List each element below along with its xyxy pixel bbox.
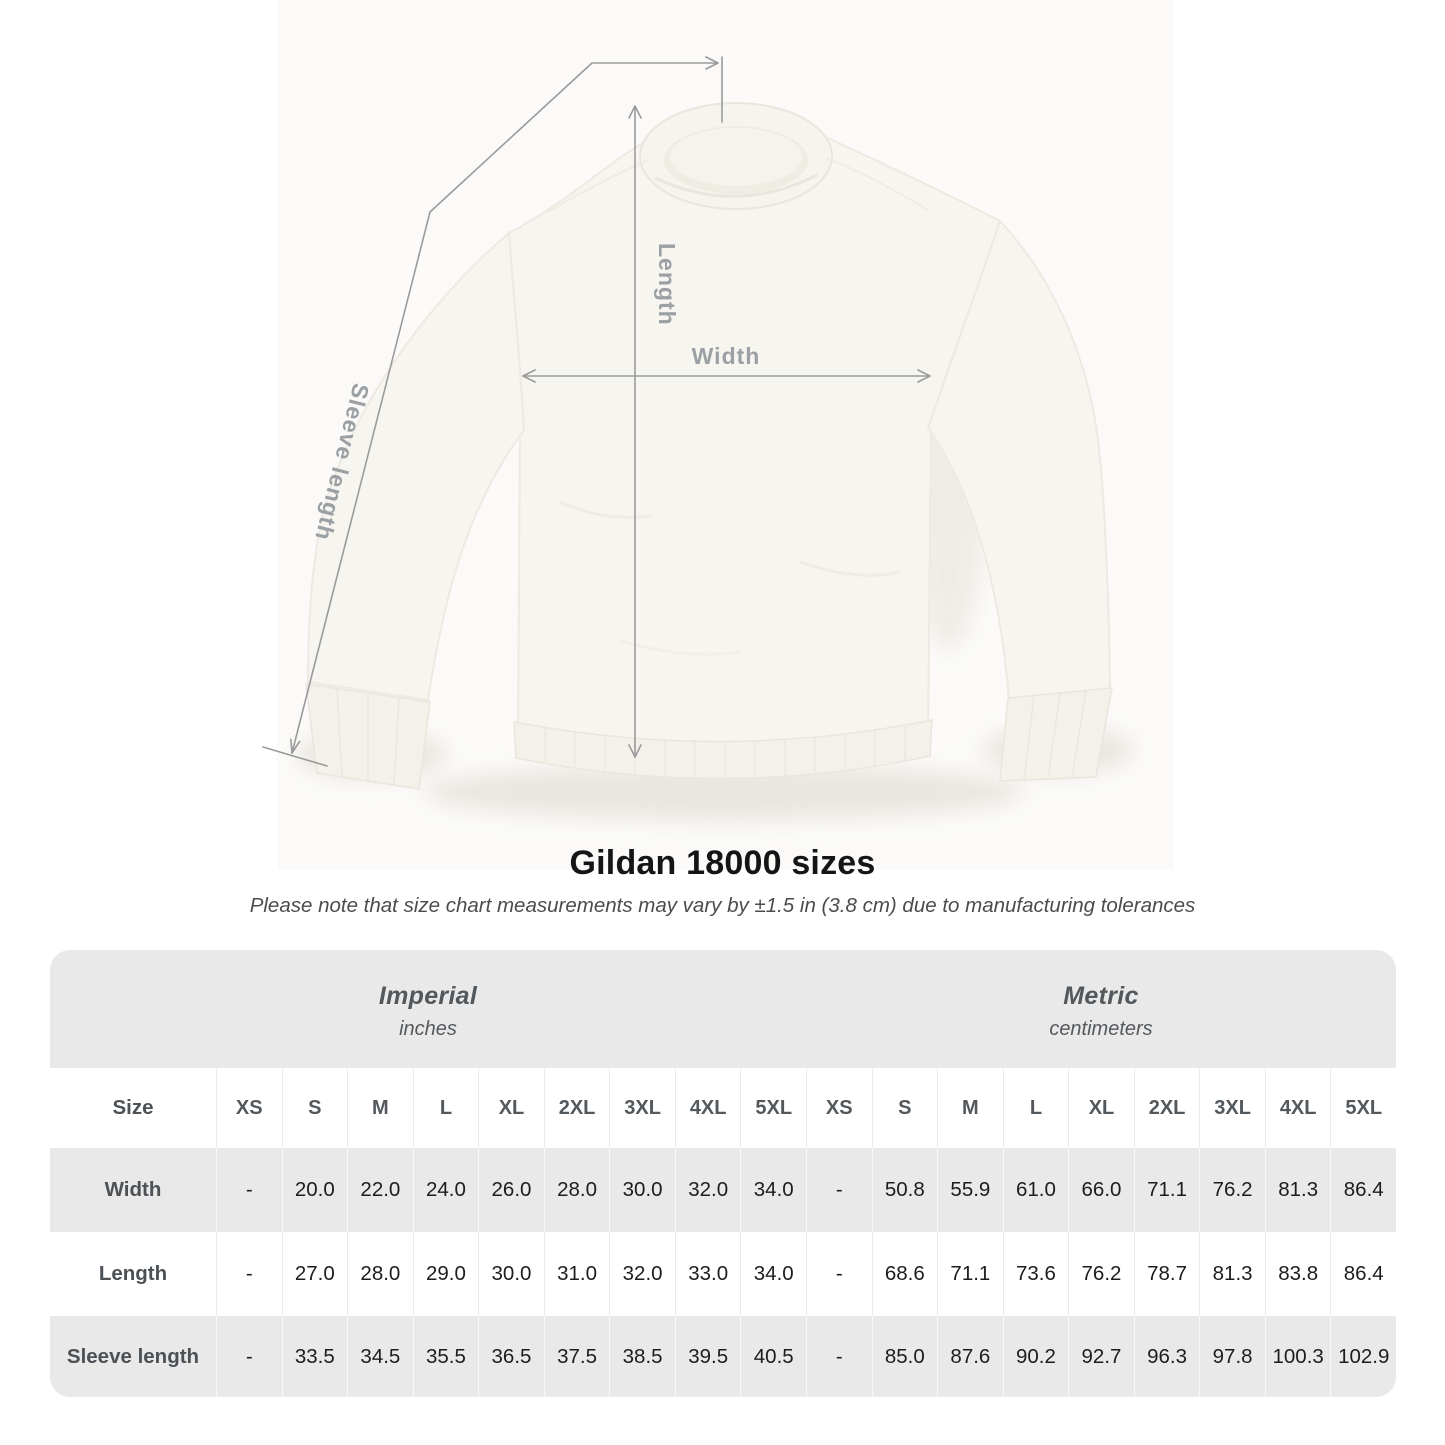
- table-cell: 39.5: [675, 1316, 741, 1397]
- size-header-row: [50, 1068, 1396, 1148]
- size-header-cell: 3XL: [1199, 1068, 1265, 1148]
- collar: [640, 103, 832, 209]
- row-label-length: Length: [98, 1262, 168, 1285]
- table-cell: 81.3: [1265, 1148, 1331, 1232]
- table-cell: 55.9: [937, 1148, 1003, 1232]
- table-cell: 87.6: [937, 1316, 1003, 1397]
- table-cell: 33.5: [282, 1316, 348, 1397]
- table-cell: -: [216, 1148, 282, 1232]
- metric-title: Metric: [1063, 981, 1139, 1010]
- size-header-cell: 5XL: [1330, 1068, 1396, 1148]
- sweatshirt-body: [509, 130, 1000, 761]
- table-cell: -: [806, 1316, 872, 1397]
- imperial-subtitle: inches: [399, 1017, 457, 1040]
- table-cell: 90.2: [1003, 1316, 1069, 1397]
- table-cell: 66.0: [1068, 1148, 1134, 1232]
- table-cell: 96.3: [1134, 1316, 1200, 1397]
- table-cell: 36.5: [478, 1316, 544, 1397]
- table-cell: 28.0: [347, 1232, 413, 1316]
- table-cell: 27.0: [282, 1232, 348, 1316]
- table-cell: 86.4: [1330, 1232, 1396, 1316]
- table-cell: 73.6: [1003, 1232, 1069, 1316]
- imperial-title: Imperial: [378, 981, 478, 1010]
- table-cell: 92.7: [1068, 1316, 1134, 1397]
- size-header-cell: 4XL: [1265, 1068, 1331, 1148]
- size-header-cell: S: [282, 1068, 348, 1148]
- table-cell: 32.0: [609, 1232, 675, 1316]
- table-cell: 34.0: [740, 1148, 806, 1232]
- table-cell: 37.5: [544, 1316, 610, 1397]
- table-cell: 68.6: [872, 1232, 938, 1316]
- table-cell: 26.0: [478, 1148, 544, 1232]
- table-cell: 61.0: [1003, 1148, 1069, 1232]
- length-label: Length: [654, 243, 680, 326]
- table-cell: 34.0: [740, 1232, 806, 1316]
- table-cell: 81.3: [1199, 1232, 1265, 1316]
- size-header-cell: XS: [216, 1068, 282, 1148]
- length-row: [50, 1232, 1396, 1316]
- table-cell: 71.1: [1134, 1148, 1200, 1232]
- table-cell: 24.0: [413, 1148, 479, 1232]
- table-cell: 28.0: [544, 1148, 610, 1232]
- size-header-cell: 3XL: [609, 1068, 675, 1148]
- tolerance-note: Please note that size chart measurements may vary by ±1.5 in (3.8 cm) due to manufacturing tolerances: [249, 894, 1196, 917]
- metric-unit-header: [806, 950, 1396, 1068]
- table-cell: 34.5: [347, 1316, 413, 1397]
- table-cell: 32.0: [675, 1148, 741, 1232]
- table-cell: 85.0: [872, 1316, 938, 1397]
- size-table: [50, 950, 1396, 1397]
- size-header-cell: XL: [1068, 1068, 1134, 1148]
- table-cell: 100.3: [1265, 1316, 1331, 1397]
- units-band: [50, 950, 1396, 1068]
- size-header-cell: XS: [806, 1068, 872, 1148]
- table-cell: 31.0: [544, 1232, 610, 1316]
- size-header-cell: M: [347, 1068, 413, 1148]
- table-cell: 76.2: [1068, 1232, 1134, 1316]
- table-cell: 76.2: [1199, 1148, 1265, 1232]
- table-cell: 35.5: [413, 1316, 479, 1397]
- metric-subtitle: centimeters: [1049, 1017, 1153, 1040]
- right-cuff: [1000, 688, 1112, 781]
- table-cell: 78.7: [1134, 1232, 1200, 1316]
- size-header-cell: 2XL: [544, 1068, 610, 1148]
- size-header-cell: M: [937, 1068, 1003, 1148]
- size-col-label: Size: [112, 1096, 154, 1119]
- imperial-unit-header: [50, 950, 806, 1068]
- table-cell: 50.8: [872, 1148, 938, 1232]
- size-header-cell: 2XL: [1134, 1068, 1200, 1148]
- table-cell: 83.8: [1265, 1232, 1331, 1316]
- table-cell: 86.4: [1330, 1148, 1396, 1232]
- table-cell: 20.0: [282, 1148, 348, 1232]
- table-cell: 30.0: [609, 1148, 675, 1232]
- size-header-cell: L: [1003, 1068, 1069, 1148]
- page-title: Gildan 18000 sizes: [569, 844, 876, 882]
- table-cell: 29.0: [413, 1232, 479, 1316]
- table-cell: 38.5: [609, 1316, 675, 1397]
- size-header-cell: L: [413, 1068, 479, 1148]
- table-cell: 33.0: [675, 1232, 741, 1316]
- size-header-cell: XL: [478, 1068, 544, 1148]
- size-header-cell: 4XL: [675, 1068, 741, 1148]
- width-label: Width: [691, 343, 761, 369]
- sleeve-length-label: Sleeve length: [310, 380, 375, 544]
- table-cell: -: [216, 1232, 282, 1316]
- table-cell: 22.0: [347, 1148, 413, 1232]
- sleeve-length-row: [50, 1316, 1396, 1397]
- width-row: [50, 1148, 1396, 1232]
- row-label-width: Width: [104, 1178, 162, 1201]
- table-cell: 71.1: [937, 1232, 1003, 1316]
- table-cell: 102.9: [1330, 1316, 1396, 1397]
- table-cell: -: [216, 1316, 282, 1397]
- left-cuff: [306, 684, 430, 789]
- size-header-cell: 5XL: [740, 1068, 806, 1148]
- table-cell: 40.5: [740, 1316, 806, 1397]
- row-label-sleeve-length: Sleeve length: [66, 1344, 200, 1368]
- table-cell: 97.8: [1199, 1316, 1265, 1397]
- table-cell: -: [806, 1232, 872, 1316]
- size-header-cell: S: [872, 1068, 938, 1148]
- table-cell: -: [806, 1148, 872, 1232]
- table-cell: 30.0: [478, 1232, 544, 1316]
